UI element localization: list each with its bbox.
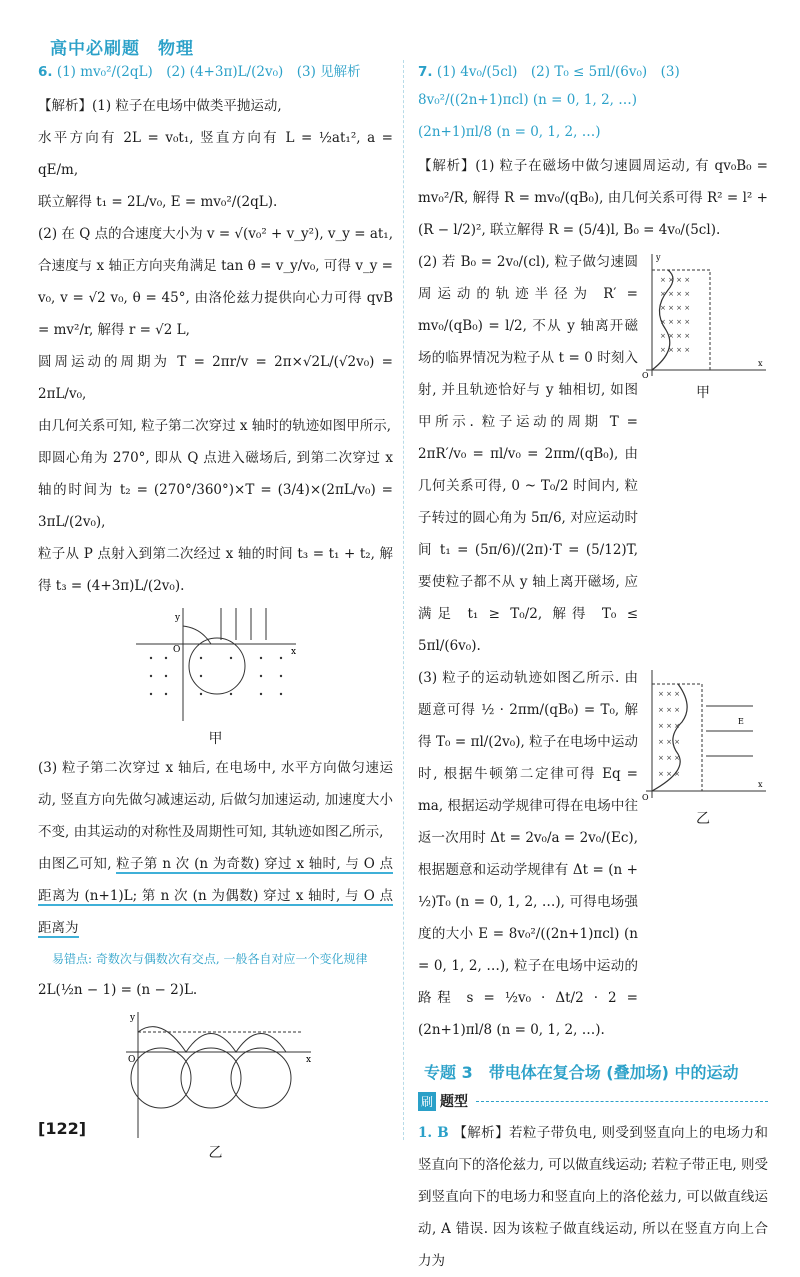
svg-text:× × × ×: × × × × xyxy=(660,332,691,340)
svg-text:O: O xyxy=(642,371,649,380)
svg-text:× × × ×: × × × × xyxy=(660,290,691,298)
page-number: [122] xyxy=(38,1119,87,1138)
solution-fragment: 由图乙可知, xyxy=(38,856,112,872)
question-number: 6. xyxy=(38,64,53,80)
solution-line: 【解析】(1) 粒子在磁场中做匀速圆周运动, 有 qv₀B₀ = mv₀²/R, 解得 R = mv₀/(qB₀), 由几何关系可得 R² = l² + (R − l/2)², 联立解得 R = (5/4)l, B₀ = 4v₀/(5cl). xyxy=(418,158,768,238)
page-header-title: 高中必刷题 物理 xyxy=(50,39,194,59)
svg-text:× × × ×: × × × × xyxy=(660,304,691,312)
svg-text:× × ×: × × × xyxy=(658,706,681,714)
solution-line: 即圆心角为 270°, 即从 Q 点进入磁场后, 到第二次穿过 x 轴的时间为 t₂ = (270°/360°)×T = (3/4)×(2πL/v₀) = 3πL/(2v₀), xyxy=(38,450,393,530)
solution-line: (3) 粒子第二次穿过 x 轴后, 在电场中, 水平方向做匀速运动, 竖直方向先做匀减速运动, 后做匀加速运动, 加速度大小不变, 由其运动的对称性及周期性可知, 其轨迹如图乙所示, xyxy=(38,760,393,840)
left-column xyxy=(38,58,393,1166)
figure-yi-left xyxy=(38,1010,393,1162)
solution-with-figure xyxy=(418,246,768,662)
figure-caption: 乙 xyxy=(208,1145,223,1161)
solution-line: 水平方向有 2L = v₀t₁, 竖直方向有 L = ½at₁², a = qE/m, xyxy=(38,130,393,178)
svg-text:E: E xyxy=(738,717,744,726)
field-trajectory-diagram xyxy=(638,666,768,806)
solution-fragment: A 错误. 因为该粒子做直线运动, 所以在竖直方向上合力为 xyxy=(418,1221,768,1269)
figure-caption: 乙 xyxy=(696,811,710,827)
svg-text:× × ×: × × × xyxy=(658,722,681,730)
figure-yi-right xyxy=(638,666,768,828)
svg-text:O: O xyxy=(127,1055,135,1065)
solution-line: (2) 在 Q 点的合速度大小为 v = √(v₀² + v_y²), v_y = at₁, 合速度与 x 轴正方向夹角满足 tan θ = v_y/v₀, 可得 v_y = v₀, v = √2 v₀, θ = 45°, 由洛伦兹力提供向心力可得 qvB = mv²/r, 解得 r = √2 L, xyxy=(38,226,393,338)
answer-key: 1. B xyxy=(418,1125,449,1141)
figure-jia-right xyxy=(638,250,768,402)
figure-caption: 甲 xyxy=(208,731,223,747)
solution-line xyxy=(38,848,393,944)
periodic-trajectory-diagram xyxy=(116,1010,316,1140)
answer-6 xyxy=(38,58,393,86)
svg-text:× × ×: × × × xyxy=(658,754,681,762)
brush-badge: 刷 xyxy=(418,1092,436,1111)
svg-text:x: x xyxy=(305,1055,311,1065)
magnetic-field-diagram xyxy=(638,250,768,380)
svg-text:y: y xyxy=(656,253,661,262)
svg-text:O: O xyxy=(642,793,649,802)
question-type-label: 题型 xyxy=(440,1094,469,1110)
section-title: 专题 3 带电体在复合场 (叠加场) 中的运动 xyxy=(424,1063,739,1082)
answer-parts: (1) mv₀²/(2qL) (2) (4+3π)L/(2v₀) (3) 见解析 xyxy=(56,64,361,80)
svg-text:x: x xyxy=(758,780,763,789)
solution-fragment: 【解析】若粒子带负电, 则受到竖直向上的电场力和竖直向下的洛伦兹力, 可以做直线运动; 若粒子带正电, 则受到竖直向下的电场力和竖直向上的洛伦兹力, 可以做直线运动, xyxy=(418,1125,769,1237)
answer-7-continued: (2n+1)πl/8 (n = 0, 1, 2, …) xyxy=(418,124,601,140)
figure-caption: 甲 xyxy=(696,385,710,401)
answer-parts: (1) 4v₀/(5cl) (2) T₀ ≤ 5πl/(6v₀) (3) 8v₀²/((2n+1)πcl) (n = 0, 1, 2, …) xyxy=(418,64,680,108)
page-number-value: 122 xyxy=(45,1119,79,1138)
solution-line: 2L(½n − 1) = (n − 2)L. xyxy=(38,982,198,998)
solution-line: 由几何关系可知, 粒子第二次穿过 x 轴时的轨迹如图甲所示, xyxy=(38,418,392,434)
highlighted-text: 粒子第 n 次 (n 为奇数) 穿过 x 轴时, 与 O 点距离为 (n+1)L; 第 n 次 (n 为偶数) 穿过 x 轴时, 与 O 点距离为 xyxy=(38,856,394,936)
question-number: 7. xyxy=(418,64,433,80)
trajectory-diagram xyxy=(131,606,301,726)
svg-text:x: x xyxy=(290,647,296,657)
solution-line xyxy=(418,1117,768,1277)
svg-text:× × ×: × × × xyxy=(658,770,681,778)
svg-text:y: y xyxy=(129,1013,135,1023)
solution-line: 粒子从 P 点射入到第二次经过 x 轴的时间 t₃ = t₁ + t₂, 解得 t₃ = (4+3π)L/(2v₀). xyxy=(38,546,393,594)
right-column xyxy=(418,58,768,1277)
svg-text:× × × ×: × × × × xyxy=(660,346,691,354)
error-note: 易错点: 奇数次与偶数次有交点, 一般各自对应一个变化规律 xyxy=(52,952,368,966)
svg-text:× × × ×: × × × × xyxy=(660,318,691,326)
question-type-header xyxy=(418,1091,768,1111)
solution-line: 圆周运动的周期为 T = 2πr/v = 2π×√2L/(√2v₀) = 2πL/v₀, xyxy=(38,354,393,402)
svg-text:O: O xyxy=(172,645,180,655)
answer-7 xyxy=(418,58,768,114)
svg-text:× × ×: × × × xyxy=(658,690,681,698)
figure-jia-left xyxy=(38,606,393,748)
svg-text:× × × ×: × × × × xyxy=(660,276,691,284)
solution-with-figure xyxy=(418,662,768,1046)
solution-line: 联立解得 t₁ = 2L/v₀, E = mv₀²/(2qL). xyxy=(38,194,278,210)
svg-text:y: y xyxy=(174,613,180,623)
svg-text:x: x xyxy=(758,359,763,368)
svg-text:× × ×: × × × xyxy=(658,738,681,746)
solution-line: (2) 若 B₀ = 2v₀/(cl), 粒子做匀速圆周运动的轨迹半径为 R′ = mv₀/(qB₀) = l/2, 不从 y 轴离开磁场的临界情况为粒子从 t = 0 时刻入射, 并且轨迹恰好与 y 轴相切, 如图甲所示. 粒子运动的周期 T = 2πR′/v₀ = πl/v₀ = 2πm/(qB₀), 由几何关系可得, 0 ~ T₀/2 时间内, 粒子转过的圆心角为 5π/6, 对应运动时间 t₁ = (5π/6)/(2π)·T = (5/12)T, 要使粒子都不从 y 轴上离开磁场, 应满足 t₁ ≥ T₀/2, 解得 T₀ ≤ 5πl/(6v₀). xyxy=(418,254,638,654)
solution-line: 【解析】(1) 粒子在电场中做类平抛运动, xyxy=(38,98,282,114)
dashed-rule xyxy=(476,1101,768,1102)
solution-line: (3) 粒子的运动轨迹如图乙所示. 由题意可得 ½ · 2πm/(qB₀) = T₀, 解得 T₀ = πl/(2v₀), 粒子在电场中运动时, 根据牛顿第二定律可得 Eq = ma, 根据运动学规律可得在电场中往返一次用时 Δt = 2v₀/a = 2v₀/(Ec), 根据题意和运动学规律有 Δt = (n + ½)T₀ (n = 0, 1, 2, …), 可得电场强度的大小 E = 8v₀²/((2n+1)πcl) (n = 0, 1, 2, …), 粒子在电场中运动的路程 s = ½v₀ · Δt/2 · 2 = (2n+1)πl/8 (n = 0, 1, 2, …). xyxy=(418,670,638,1038)
column-divider xyxy=(403,60,404,1140)
